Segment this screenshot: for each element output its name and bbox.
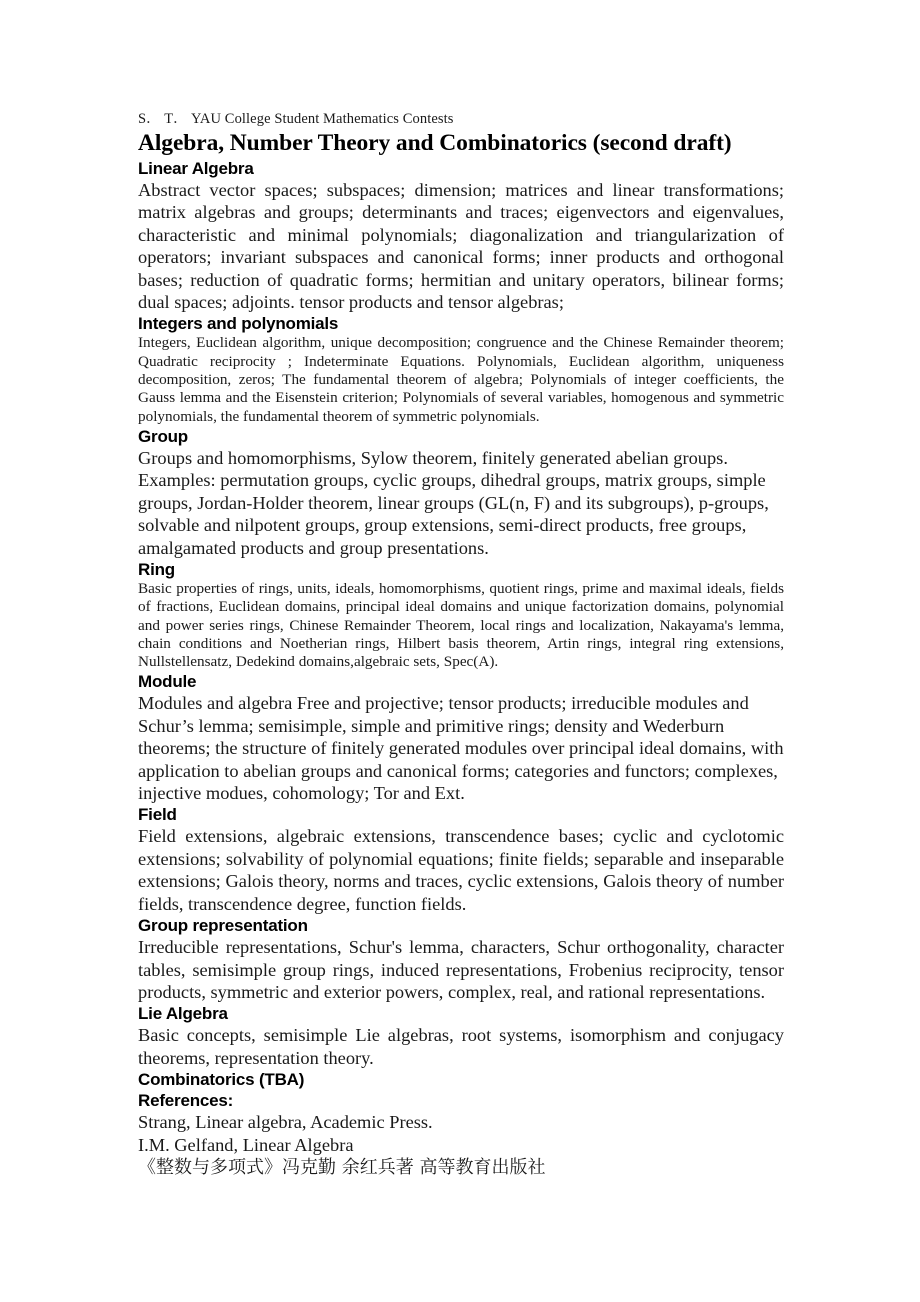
section-heading-group: Group	[138, 426, 188, 446]
section-ring	[138, 559, 784, 671]
section-heading-lie-algebra: Lie Algebra	[138, 1004, 228, 1024]
section-references	[138, 1090, 784, 1180]
section-body-module: Modules and algebra Free and projective; tensor products; irreducible modules and Schur’s lemma; semisimple, simple and primitive rings; density and Wederburn theorems; the structure of finitely generated modules over principal ideal domains, with application to abelian groups and canonical forms; categories and functors; complexes, injective modues, cohomology; Tor and Ext.	[138, 693, 784, 804]
section-body-group-representation: Irreducible representations, Schur's lemma, characters, Schur orthogonality, character tables, semisimple group rings, induced representations, Frobenius reciprocity, tensor products, symmetric and exterior powers, complex, real, and rational representations.	[138, 937, 784, 1002]
section-body-group: Groups and homomorphisms, Sylow theorem, finitely generated abelian groups. Examples: permutation groups, cyclic groups, dihedral groups, matrix groups, simple groups, Jordan-Holder theorem, linear groups (GL(n, F) and its subgroups), p-groups, solvable and nilpotent groups, group extensions, semi-direct products, free groups, amalgamated products and group presentations.	[138, 447, 769, 558]
section-body-lie-algebra: Basic concepts, semisimple Lie algebras, root systems, isomorphism and conjugacy theorems, representation theory.	[138, 1025, 784, 1068]
section-heading-group-representation: Group representation	[138, 916, 308, 936]
section-body-field: Field extensions, algebraic extensions, transcendence bases; cyclic and cyclotomic extensions; solvability of polynomial equations; finite fields; separable and inseparable extensions; Galois theory, norms and traces, cyclic extensions, Galois theory of number fields, transcendence degree, function fields.	[138, 826, 784, 914]
section-group	[138, 426, 784, 559]
section-heading-combinatorics: Combinatorics (TBA)	[138, 1070, 305, 1090]
section-heading-references: References:	[138, 1091, 234, 1111]
document-content	[138, 110, 784, 1180]
section-integers-and-polynomials	[138, 313, 784, 425]
section-combinatorics	[138, 1069, 784, 1090]
section-heading-linear-algebra: Linear Algebra	[138, 159, 254, 178]
section-body-integers-and-polynomials: Integers, Euclidean algorithm, unique decomposition; congruence and the Chinese Remainder theorem; Quadratic reciprocity ; Indeterminate Equations. Polynomials, Euclidean algorithm, uniqueness decomposition, zeros; The fundamental theorem of algebra; Polynomials of integer coefficients, the Gauss lemma and the Eisenstein criterion; Polynomials of several variables, homogenous and symmetric polynomials, the fundamental theorem of symmetric polynomials.	[138, 334, 784, 425]
section-module	[138, 671, 784, 804]
section-heading-module: Module	[138, 672, 197, 692]
section-field	[138, 804, 784, 915]
section-heading-integers-and-polynomials: Integers and polynomials	[138, 314, 339, 334]
section-lie-algebra	[138, 1003, 784, 1069]
running-head: S． T． YAU College Student Mathematics Contests	[138, 111, 454, 127]
section-heading-field: Field	[138, 805, 177, 825]
section-body-ring: Basic properties of rings, units, ideals, homomorphisms, quotient rings, prime and maximal ideals, fields of fractions, Euclidean domains, principal ideal domains and unique factorization domains, polynomial and power series rings, Chinese Remainder Theorem, local rings and localization, Nakayama's lemma, chain conditions and Noetherian rings, Hilbert basis theorem, Artin rings, integral ring extensions, Nullstellensatz, Dedekind domains,algebraic sets, Spec(A).	[138, 579, 784, 671]
section-linear-algebra	[138, 158, 784, 313]
reference-item: 《整数与多项式》冯克勤 余红兵著 高等教育出版社	[138, 1156, 546, 1178]
section-heading-ring: Ring	[138, 559, 175, 579]
document-title: Algebra, Number Theory and Combinatorics (second draft)	[138, 130, 732, 156]
reference-item: I.M. Gelfand, Linear Algebra	[138, 1134, 354, 1155]
section-body-linear-algebra: Abstract vector spaces; subspaces; dimension; matrices and linear transformations; matrix algebras and groups; determinants and traces; eigenvectors and eigenvalues, characteristic and minimal polynomials; diagonalization and triangularization of operators; invariant subspaces and canonical forms; inner products and orthogonal bases; reduction of quadratic forms; hermitian and unitary operators, bilinear forms; dual spaces; adjoints. tensor products and tensor algebras;	[138, 180, 784, 313]
section-group-representation	[138, 915, 784, 1003]
reference-item: Strang, Linear algebra, Academic Press.	[138, 1112, 433, 1133]
